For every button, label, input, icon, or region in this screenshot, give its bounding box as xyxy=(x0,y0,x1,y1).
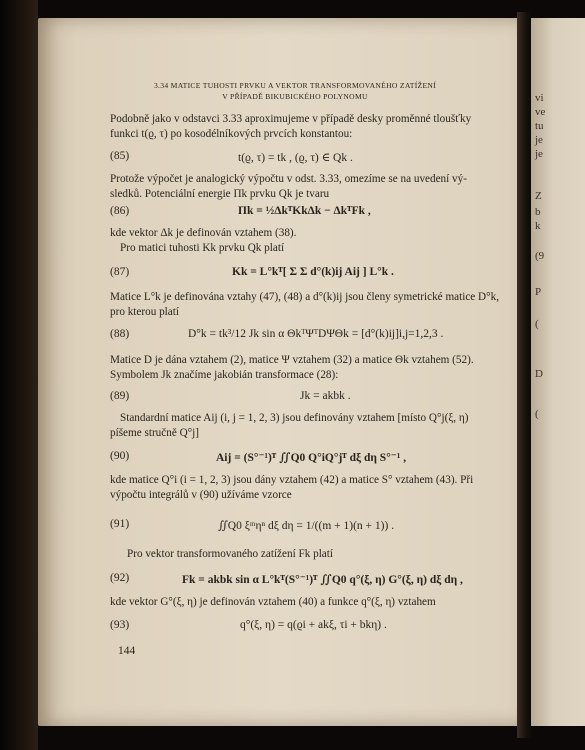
equation-90: Aij = (S°⁻¹)ᵀ ∬Q0 Q°iQ°jᵀ dξ dη S°⁻¹ , xyxy=(216,452,407,464)
right-page-fragment: ve xyxy=(535,106,546,118)
paragraph-line: píšeme stručně Q°j] xyxy=(110,427,199,439)
right-page-fragment: tu xyxy=(535,120,544,132)
equation-88: D°k = tk³/12 Jk sin α ΘkᵀΨᵀDΨΘk = [d°(k)ij]i,j=1,2,3 . xyxy=(188,328,444,340)
equation-91: ∬Q0 ξᵐηⁿ dξ dη = 1/((m + 1)(n + 1)) . xyxy=(218,520,395,532)
equation-number: (93) xyxy=(110,619,130,631)
section-subheading: V PŘÍPADĚ BIKUBICKÉHO POLYNOMU xyxy=(222,92,368,101)
equation-number: (89) xyxy=(110,390,130,402)
paragraph-line: pro kterou platí xyxy=(110,306,179,318)
equation-number: (87) xyxy=(110,266,130,278)
paragraph-line: výpočtu integrálů v (90) užíváme vzorce xyxy=(110,489,292,501)
right-page-fragment: (9 xyxy=(535,250,545,262)
equation-86: Πk = ½ΔkᵀKkΔk − ΔkᵀFk , xyxy=(238,205,371,217)
equation-number: (90) xyxy=(110,450,130,462)
paragraph-line: Matice L°k je definována vztahy (47), (48) a d°(k)ij jsou členy symetrické matice D°k, xyxy=(110,291,500,303)
right-page-fragment: D xyxy=(535,368,543,380)
right-page-fragment: je xyxy=(535,134,543,146)
paragraph-line: kde matice Q°i (i = 1, 2, 3) jsou dány vztahem (42) a matice S° vztahem (43). Při xyxy=(110,474,474,486)
paragraph-line: Pro matici tuhosti Kk prvku Qk platí xyxy=(120,242,285,254)
paragraph-line: Standardní matice Aij (i, j = 1, 2, 3) jsou definovány vztahem [místo Q°j(ξ, η) xyxy=(120,412,469,424)
equation-number: (86) xyxy=(110,205,130,217)
paragraph-line: Matice D je dána vztahem (2), matice Ψ vztahem (32) a matice Θk vztahem (52). xyxy=(110,354,474,366)
paragraph-line: Protože výpočet je analogický výpočtu v odst. 3.33, omezíme se na uvedení vý- xyxy=(110,173,467,185)
right-page-edge xyxy=(531,18,585,726)
section-heading: 3.34 MATICE TUHOSTI PRVKU A VEKTOR TRANSFORMOVANÉHO ZATÍŽENÍ xyxy=(153,81,437,90)
book-spine xyxy=(0,0,38,750)
equation-number: (85) xyxy=(110,150,130,162)
paragraph-line: Symbolem Jk značíme jakobián transformace (28): xyxy=(110,369,339,381)
paragraph-line: kde vektor G°(ξ, η) je definován vztahem (40) a funkce q°(ξ, η) vztahem xyxy=(110,596,436,608)
equation-number: (88) xyxy=(110,328,130,340)
equation-93: q°(ξ, η) = q(ϱi + akξ, τi + bkη) . xyxy=(240,619,387,631)
paragraph-line: funkci t(ϱ, τ) po kosodélníkových prvcích konstantou: xyxy=(110,128,353,140)
right-page-fragment: P xyxy=(535,286,542,298)
equation-92: Fk = akbk sin α L°kᵀ(S°⁻¹)ᵀ ∬Q0 q°(ξ, η) G°(ξ, η) dξ dη , xyxy=(182,574,463,586)
page-number: 144 xyxy=(118,645,136,657)
paragraph-line: kde vektor Δk je definován vztahem (38). xyxy=(110,227,297,239)
right-page-fragment: k xyxy=(535,220,541,232)
equation-number: (92) xyxy=(110,572,130,584)
paragraph-line: Pro vektor transformovaného zatížení Fk platí xyxy=(127,548,333,560)
paragraph-line: sledků. Potenciální energie Πk prvku Qk je tvaru xyxy=(110,188,330,200)
paragraph-line: Podobně jako v odstavci 3.33 aproximujeme v případě desky proměnné tloušťky xyxy=(110,113,472,125)
right-page-fragment: je xyxy=(535,148,543,160)
equation-number: (91) xyxy=(110,518,130,530)
right-page-fragment: ( xyxy=(535,318,539,330)
right-page-fragment: Z xyxy=(535,190,542,202)
right-page-fragment: ( xyxy=(535,408,539,420)
right-page-fragment: vi xyxy=(535,92,544,104)
right-page-fragment: b xyxy=(535,206,541,218)
equation-87: Kk = L°kᵀ[ Σ Σ d°(k)ij Aij ] L°k . xyxy=(232,266,394,278)
equation-89: Jk = akbk . xyxy=(300,390,351,402)
equation-85: t(ϱ, τ) = tk , (ϱ, τ) ∈ Qk . xyxy=(238,152,353,164)
